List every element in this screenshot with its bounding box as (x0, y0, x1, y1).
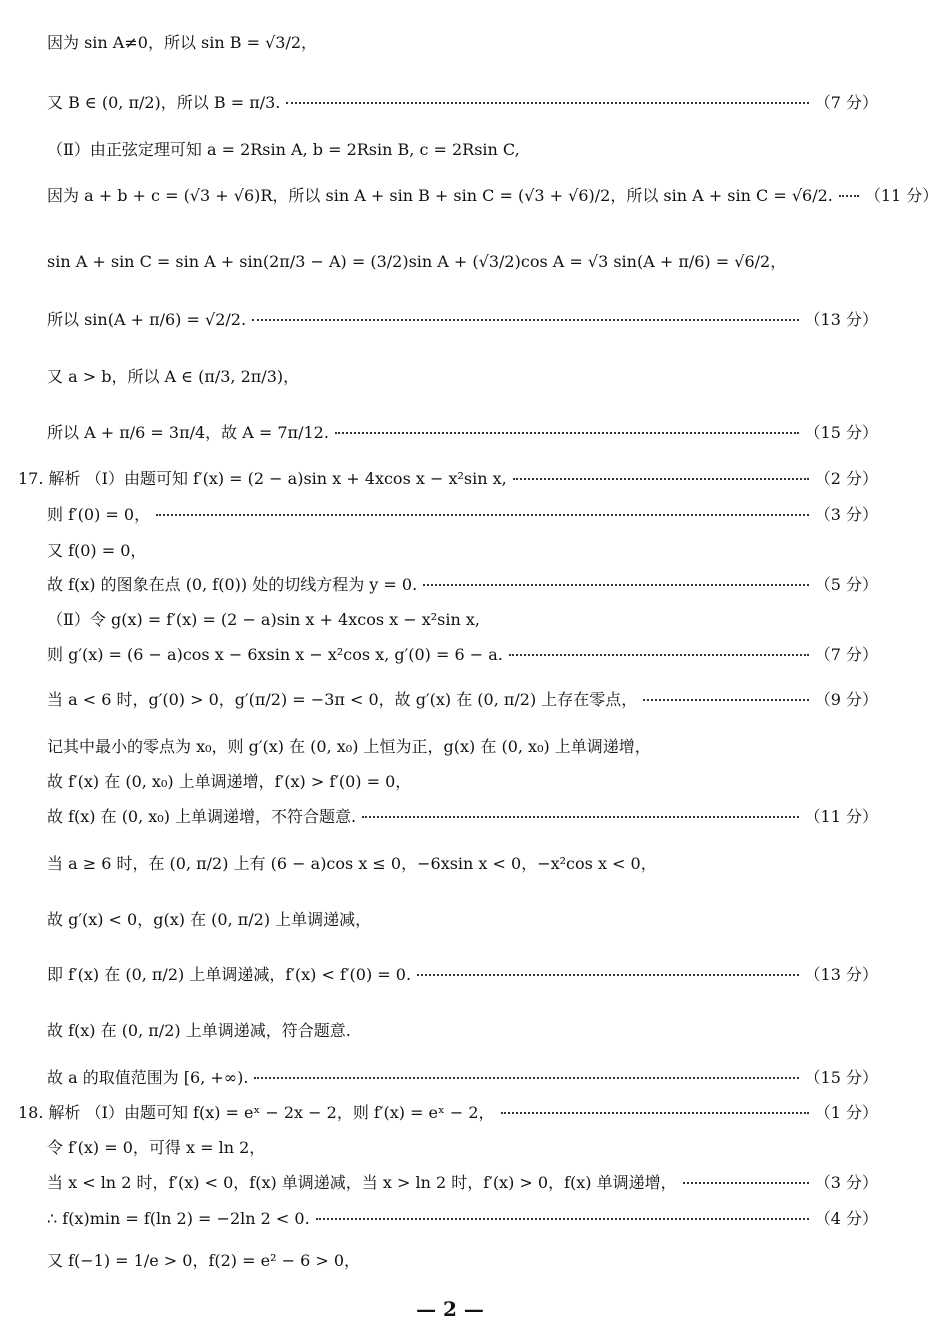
leader-dots (254, 1077, 798, 1079)
solution-line: 故 f(x) 在 (0, x₀) 上单调递增，不符合题意. （11 分） (47, 804, 878, 827)
leader-dots (156, 514, 809, 516)
solution-line: 又 B ∈ (0, π/2)，所以 B = π/3. （7 分） (47, 90, 878, 113)
leader-dots (683, 1182, 809, 1184)
solution-line: sin A + sin C = sin A + sin(2π/3 − A) = (3/2)sin A + (√3/2)cos A = √3 sin(A + π/6) = √6/2， (47, 252, 787, 271)
solution-line: 因为 a + b + c = (√3 + √6)R，所以 sin A + sin B + sin C = (√3 + √6)/2，所以 sin A + sin C = √6/2. （11 分） (47, 183, 878, 206)
page-number: — 2 — (416, 1297, 484, 1321)
solution-line: 又 a > b，所以 A ∈ (π/3, 2π/3)， (47, 367, 300, 386)
score-label: （11 分） (804, 807, 878, 826)
score-label: （1 分） (814, 1103, 878, 1122)
leader-dots (839, 195, 859, 197)
leader-dots (252, 319, 799, 321)
score-label: （13 分） (804, 310, 878, 329)
solution-line: 故 g′(x) < 0，g(x) 在 (0, π/2) 上单调递减， (47, 910, 372, 929)
solution-line: 又 f(0) = 0， (47, 541, 147, 560)
solution-line: 又 f(−1) = 1/e > 0，f(2) = e² − 6 > 0， (47, 1251, 361, 1270)
score-label: （4 分） (814, 1209, 878, 1228)
solution-line: 故 f(x) 在 (0, π/2) 上单调递减，符合题意. (47, 1021, 351, 1040)
solution-line: （Ⅱ）令 g(x) = f′(x) = (2 − a)sin x + 4xcos x − x²sin x, (47, 610, 480, 629)
leader-dots (417, 974, 799, 976)
leader-dots (423, 584, 809, 586)
solution-line: 18. 解析 （Ⅰ）由题可知 f(x) = eˣ − 2x − 2，则 f′(x) = eˣ − 2， （1 分） (18, 1100, 878, 1123)
leader-dots (286, 102, 808, 104)
leader-dots (362, 816, 798, 818)
score-label: （7 分） (814, 645, 878, 664)
solution-line: 则 f′(0) = 0， （3 分） (47, 502, 878, 525)
solution-line: （Ⅱ）由正弦定理可知 a = 2Rsin A, b = 2Rsin B, c = 2Rsin C, (47, 140, 520, 159)
score-label: （11 分） (864, 186, 938, 205)
solution-line: 当 a ≥ 6 时，在 (0, π/2) 上有 (6 − a)cos x ≤ 0，−6xsin x < 0，−x²cos x < 0， (47, 854, 657, 873)
solution-line: 当 a < 6 时，g′(0) > 0，g′(π/2) = −3π < 0，故 g′(x) 在 (0, π/2) 上存在零点， （9 分） (47, 687, 878, 710)
score-label: （9 分） (814, 690, 878, 709)
solution-line: 所以 sin(A + π/6) = √2/2. （13 分） (47, 307, 878, 330)
score-label: （7 分） (814, 93, 878, 112)
solution-line: 则 g′(x) = (6 − a)cos x − 6xsin x − x²cos x, g′(0) = 6 − a. （7 分） (47, 642, 878, 665)
leader-dots (335, 432, 799, 434)
score-label: （3 分） (814, 1173, 878, 1192)
solution-line: ∴ f(x)min = f(ln 2) = −2ln 2 < 0. （4 分） (47, 1206, 878, 1229)
leader-dots (501, 1112, 809, 1114)
score-label: （5 分） (814, 575, 878, 594)
solution-line: 故 f(x) 的图象在点 (0, f(0)) 处的切线方程为 y = 0. （5 分） (47, 572, 878, 595)
score-label: （15 分） (804, 1068, 878, 1087)
leader-dots (316, 1218, 809, 1220)
score-label: （2 分） (814, 469, 878, 488)
score-label: （15 分） (804, 423, 878, 442)
solution-line: 所以 A + π/6 = 3π/4，故 A = 7π/12. （15 分） (47, 420, 878, 443)
solution-line: 当 x < ln 2 时，f′(x) < 0，f(x) 单调递减，当 x > ln 2 时，f′(x) > 0，f(x) 单调递增， （3 分） (47, 1170, 878, 1193)
solution-line: 故 a 的取值范围为 [6, +∞). （15 分） (47, 1065, 878, 1088)
score-label: （3 分） (814, 505, 878, 524)
score-label: （13 分） (804, 965, 878, 984)
leader-dots (509, 654, 809, 656)
solution-line: 记其中最小的零点为 x₀，则 g′(x) 在 (0, x₀) 上恒为正，g(x) 在 (0, x₀) 上单调递增， (47, 737, 651, 756)
solution-line: 故 f′(x) 在 (0, x₀) 上单调递增，f′(x) > f′(0) = 0， (47, 772, 412, 791)
solution-line: 即 f′(x) 在 (0, π/2) 上单调递减，f′(x) < f′(0) = 0. （13 分） (47, 962, 878, 985)
solution-line: 因为 sin A≠0，所以 sin B = √3/2， (47, 33, 318, 52)
solution-line: 令 f′(x) = 0，可得 x = ln 2， (47, 1138, 266, 1157)
leader-dots (513, 478, 809, 480)
solution-line: 17. 解析 （Ⅰ）由题可知 f′(x) = (2 − a)sin x + 4xcos x − x²sin x, （2 分） (18, 466, 878, 489)
leader-dots (643, 699, 808, 701)
